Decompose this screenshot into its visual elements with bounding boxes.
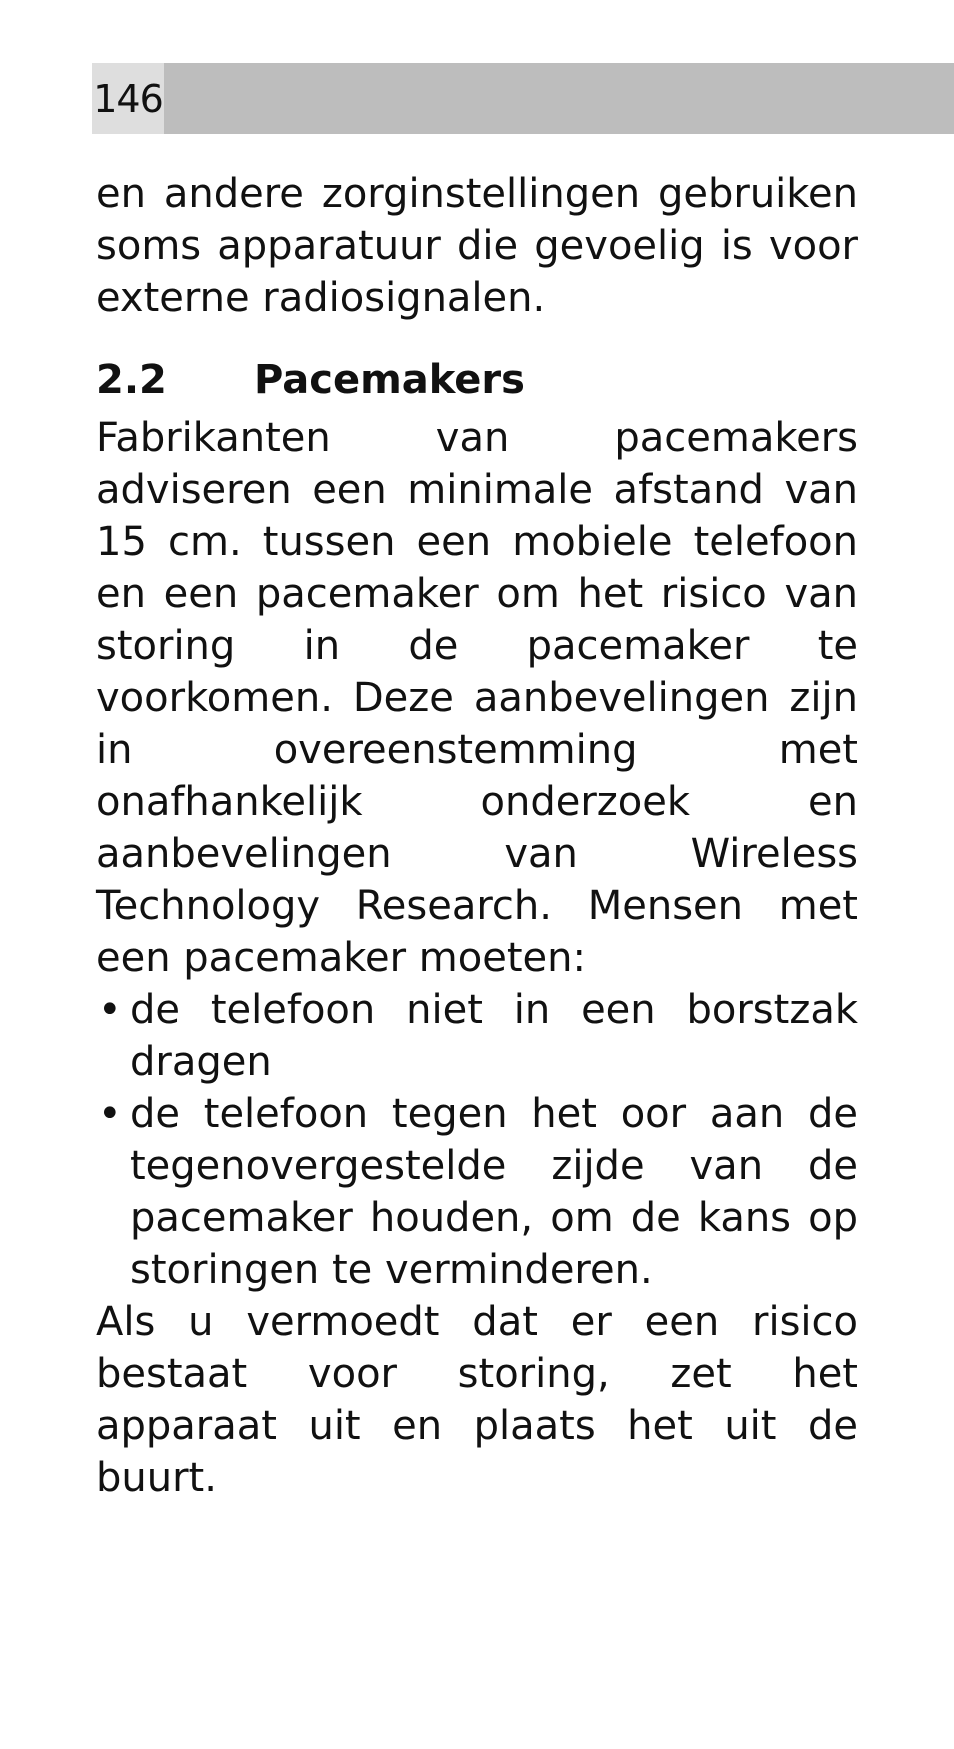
list-item bbox=[96, 1088, 858, 1296]
section-paragraph: Fabrikanten van pacemakers adviseren een minimale afstand van 15 cm. tussen een mobiele telefoon en een pacemaker om het risico van storing in de pacemaker te voorkomen. Deze aanbevelingen zijn in overeenstemming met onafhankelijk onderzoek en aanbevelingen van Wireless Technology Research. Mensen met een pacemaker moeten: bbox=[96, 415, 858, 981]
page-number: 146 bbox=[92, 63, 164, 134]
page-header-bar bbox=[92, 63, 954, 134]
page-content bbox=[96, 168, 858, 1504]
list-item bbox=[96, 984, 858, 1088]
list-item-text: de telefoon tegen het oor aan de tegenovergestelde zijde van de pacemaker houden, om de kans op storingen te verminderen. bbox=[130, 1091, 858, 1293]
bullet-icon: • bbox=[98, 987, 122, 1033]
list-item-text: de telefoon niet in een borstzak dragen bbox=[130, 987, 858, 1085]
bullet-list bbox=[96, 984, 858, 1296]
bullet-icon: • bbox=[98, 1091, 122, 1137]
section-title: Pacemakers bbox=[254, 357, 525, 403]
section-number: 2.2 bbox=[96, 357, 167, 403]
intro-paragraph: en andere zorginstellingen gebruiken soms apparatuur die gevoelig is voor externe radiosignalen. bbox=[96, 171, 858, 321]
section-heading bbox=[96, 354, 858, 406]
closing-paragraph: Als u vermoedt dat er een risico bestaat voor storing, zet het apparaat uit en plaats het uit de buurt. bbox=[96, 1299, 858, 1501]
